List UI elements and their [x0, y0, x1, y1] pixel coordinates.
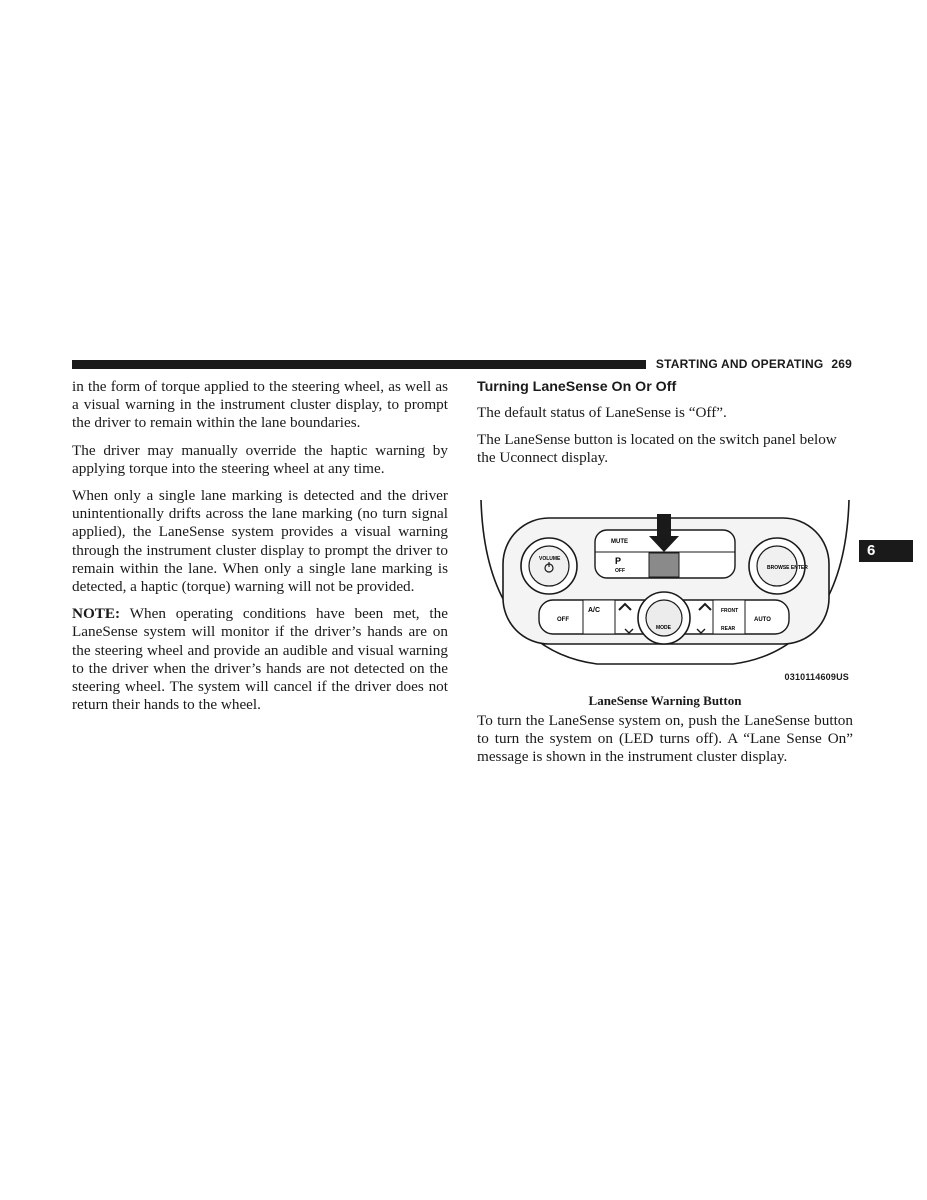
- section-heading: Turning LaneSense On Or Off: [477, 379, 677, 395]
- volume-label: VOLUME: [539, 556, 561, 562]
- paragraph: To turn the LaneSense system on, push the LaneSense button to turn the system on (LED turns off). A “Lane Sense On” message is shown in the instrument cluster display.: [477, 712, 853, 766]
- left-column: [72, 378, 448, 723]
- note-text: When operating conditions have been met, the LaneSense system will monitor if the driver’s hands are on the steering wheel and provide an audible and visual warning to the driver when the driver’s hands are not detected on the steering wheel. The system will cancel if the driver does not return their hands to the wheel.: [72, 605, 448, 714]
- park-label: P: [615, 556, 622, 566]
- paragraph: The default status of LaneSense is “Off”.: [477, 404, 727, 421]
- section-title: STARTING AND OPERATING: [655, 357, 824, 371]
- mode-label: MODE: [656, 625, 671, 631]
- off-label: OFF: [557, 617, 569, 623]
- paragraph: The driver may manually override the haptic warning by applying torque into the steering wheel at any time.: [72, 441, 448, 477]
- browse-label: BROWSE ENTER: [767, 565, 808, 571]
- switch-panel-figure: [477, 496, 853, 692]
- paragraph: The LaneSense button is located on the switch panel below the Uconnect display.: [477, 431, 837, 467]
- note-label: NOTE:: [72, 605, 121, 623]
- switch-panel-illustration: [477, 496, 853, 692]
- rear-defrost-label: REAR: [721, 626, 736, 632]
- paragraph: in the form of torque applied to the steering wheel, as well as a visual warning in the instrument cluster display, to prompt the driver to remain within the lane boundaries.: [72, 378, 448, 432]
- chapter-tab: 6: [859, 540, 913, 562]
- note-paragraph: [72, 605, 448, 714]
- auto-label: AUTO: [754, 617, 771, 623]
- right-column: [477, 378, 853, 477]
- park-off-label: OFF: [615, 568, 625, 574]
- header-rule: [72, 360, 646, 369]
- paragraph: When only a single lane marking is detected and the driver unintentionally drifts across the lane marking (no turn signal applied), the LaneSense system provides a visual warning through the instrument cluster display to prompt the driver to remain within the lane. When only a single lane marking is detected, a haptic (torque) warning will not be provided.: [72, 487, 448, 596]
- page-number: 269: [831, 357, 852, 371]
- lanesense-button[interactable]: [649, 553, 679, 577]
- right-column-lower: [477, 712, 853, 767]
- running-header: [652, 357, 852, 371]
- front-defrost-label: FRONT: [721, 608, 739, 614]
- ac-label: A/C: [588, 607, 601, 614]
- mute-label: MUTE: [611, 539, 628, 545]
- figure-id: 0310114609US: [784, 672, 849, 682]
- figure-caption: LaneSense Warning Button: [588, 693, 742, 708]
